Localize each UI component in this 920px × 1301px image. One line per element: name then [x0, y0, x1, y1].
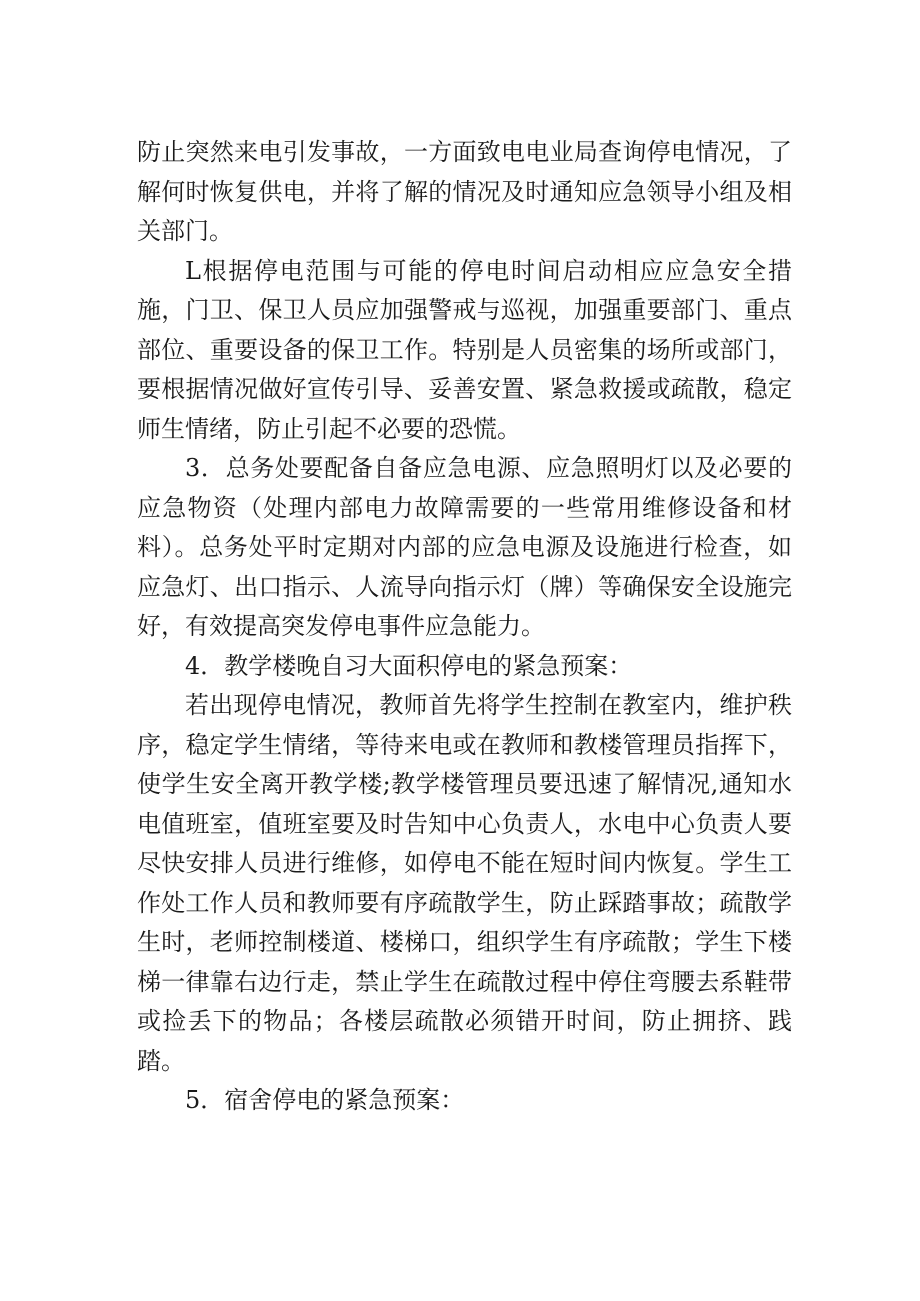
document-body — [137, 133, 792, 1121]
paragraph-item-4-body: 若出现停电情况，教师首先将学生控制在教室内，维护秩序，稳定学生情绪，等待来电或在教师和教楼管理员指挥下，使学生安全离开教学楼;教学楼管理员要迅速了解情况,通知水电值班室，值班室要及时告知中心负责人，水电中心负责人要尽快安排人员进行维修，如停电不能在短时间内恢复。学生工作处工作人员和教师要有序疏散学生，防止踩踏事故；疏散学生时，老师控制楼道、楼梯口，组织学生有序疏散；学生下楼梯一律靠右边行走，禁止学生在疏散过程中停住弯腰去系鞋带或捡丢下的物品；各楼层疏散必须错开时间，防止拥挤、践踏。 — [137, 691, 792, 1075]
paragraph-item-3: 3．总务处要配备自备应急电源、应急照明灯以及必要的应急物资（处理内部电力故障需要的一些常用维修设备和材料）。总务处平时定期对内部的应急电源及设施进行检查，如应急灯、出口指示、人流导向指示灯（牌）等确保安全设施完好，有效提高突发停电事件应急能力。 — [137, 454, 792, 640]
paragraph-item-1: L根据停电范围与可能的停电时间启动相应应急安全措施，门卫、保卫人员应加强警戒与巡视，加强重要部门、重点部位、重要设备的保卫工作。特别是人员密集的场所或部门，要根据情况做好宣传引导、妥善安置、紧急救援或疏散，稳定师生情绪，防止引起不必要的恐慌。 — [137, 256, 792, 443]
paragraph-item-5-heading: 5．宿舍停电的紧急预案： — [185, 1086, 465, 1114]
paragraph-continuation: 防止突然来电引发事故，一方面致电电业局查询停电情况，了解何时恢复供电，并将了解的情况及时通知应急领导小组及相关部门。 — [137, 138, 792, 245]
paragraph-item-4-heading: 4．教学楼晚自习大面积停电的紧急预案： — [185, 651, 633, 680]
